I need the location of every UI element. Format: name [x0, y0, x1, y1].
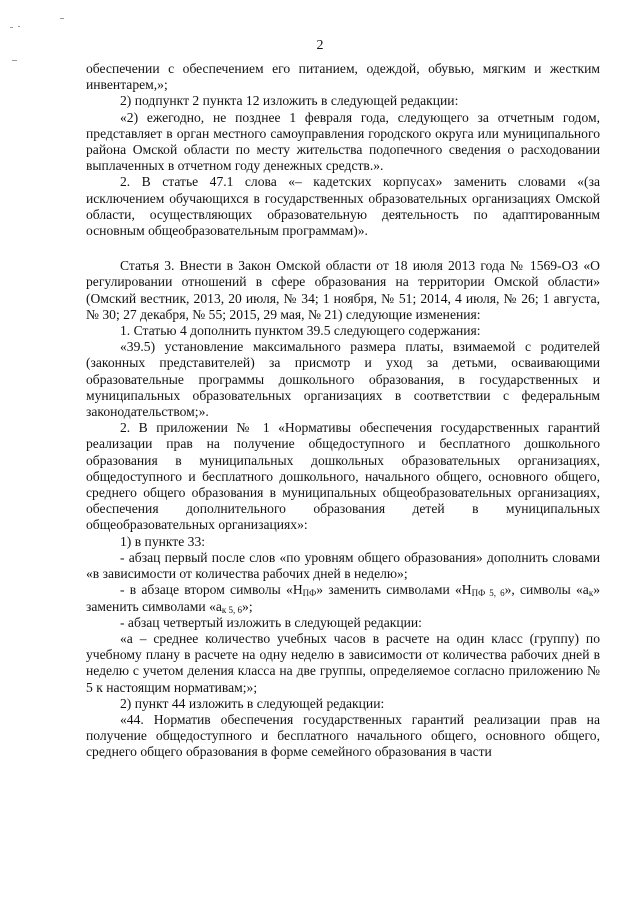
document-body: [86, 61, 600, 761]
paragraph-abzac-second-symbols: [86, 582, 600, 614]
formula-text-3: », символы «а: [504, 582, 589, 598]
paragraph-quote-a-definition: «а – среднее количество учебных часов в расчете на один класс (группу) по учебному плану в расчете на одну неделю в зависимости от количества рабочих дней в неделю с учетом деления класса на две группы, определяемое согласно приложению № 5 к настоящим нормативам;»;: [86, 630, 600, 695]
formula-text-4: » заменить символами «а: [86, 582, 601, 614]
paragraph-abzac-fourth: - абзац четвертый изложить в следующей редакции:: [120, 614, 422, 630]
paragraph-point-33: 1) в пункте 33:: [120, 533, 206, 549]
paragraph-abzac-first: - абзац первый после слов «по уровням общего образования» дополнить словами «в зависимости от количества рабочих дней в неделю»;: [86, 549, 600, 582]
paragraph-article-3: Статья 3. Внести в Закон Омской области от 18 июля 2013 года № 1569-ОЗ «О регулировании отношений в сфере образования на территории Омской области» (Омский вестник, 2013, 20 июля, № 34; 1 ноября, № 51; 2014, 4 июля, № 26; 1 августа, № 30; 27 декабря, № 55; 2015, 29 мая, № 21) следующие изменения:: [86, 258, 600, 322]
paragraph-quote-44: «44. Норматив обеспечения государственных гарантий реализации прав на получение общедоступного и бесплатного начального общего, основного общего, среднего общего образования в форме семейного образования в части: [86, 711, 600, 760]
paragraph-item-1: 1. Статью 4 дополнить пунктом 39.5 следующего содержания:: [120, 323, 481, 339]
formula-subscript-1: ПФ: [302, 588, 317, 599]
paragraph-quote-2: «2) ежегодно, не позднее 1 февраля года, следующего за отчетным годом, представляет в орган местного самоуправления городского округа или муниципального района Омской области по месту жительства подопечного сведения о расходовании выплаченных в отчетном году денежных средств.».: [86, 109, 600, 174]
formula-text-5: »;: [242, 598, 253, 614]
formula-subscript-2: ПФ 5, 6: [471, 588, 505, 599]
paragraph-article-47-1: 2. В статье 47.1 слова «– кадетских корпусах» заменить словами «(за исключением обучающихся в государственных образовательных организациях Омской области, осуществляющих образовательную деятельность по адаптированным основным общеобразовательным программам)».: [86, 174, 600, 239]
paragraph-item-2-appendix: 2. В приложении № 1 «Нормативы обеспечения государственных гарантий реализации прав на получение общедоступного и бесплатного дошкольного образования в муниципальных дошкольных образовательных организациях, общедоступного и бесплатного дошкольного, начального общего, основного общего, среднего общего образования в муниципальных общеобразовательных организациях, обеспечения дополнительного образования детей в муниципальных общеобразовательных организациях»:: [86, 420, 600, 533]
formula-subscript-3: к: [588, 588, 594, 599]
formula-text-2: » заменить символами «Н: [316, 582, 472, 598]
formula-text-1: - в абзаце втором символы «Н: [120, 582, 303, 598]
paragraph-point-44: 2) пункт 44 изложить в следующей редакции:: [120, 695, 385, 711]
paragraph-quote-39-5: «39.5) установление максимального размера платы, взимаемой с родителей (законных представителей) за присмотр и уход за детьми, осваивающими образовательные программы дошкольного образования, в государственных и муниципальных образовательных организациях в соответствии с федеральным законодательством;».: [86, 339, 600, 420]
paragraph-continuation: обеспечении с обеспечением его питанием, одеждой, обувью, мягким и жестким инвентарем,»;: [86, 61, 600, 93]
page-number: 2: [316, 38, 324, 53]
paragraph-subitem-2: 2) подпункт 2 пункта 12 изложить в следующей редакции:: [120, 93, 459, 109]
formula-subscript-4: к 5, 6: [221, 604, 243, 615]
